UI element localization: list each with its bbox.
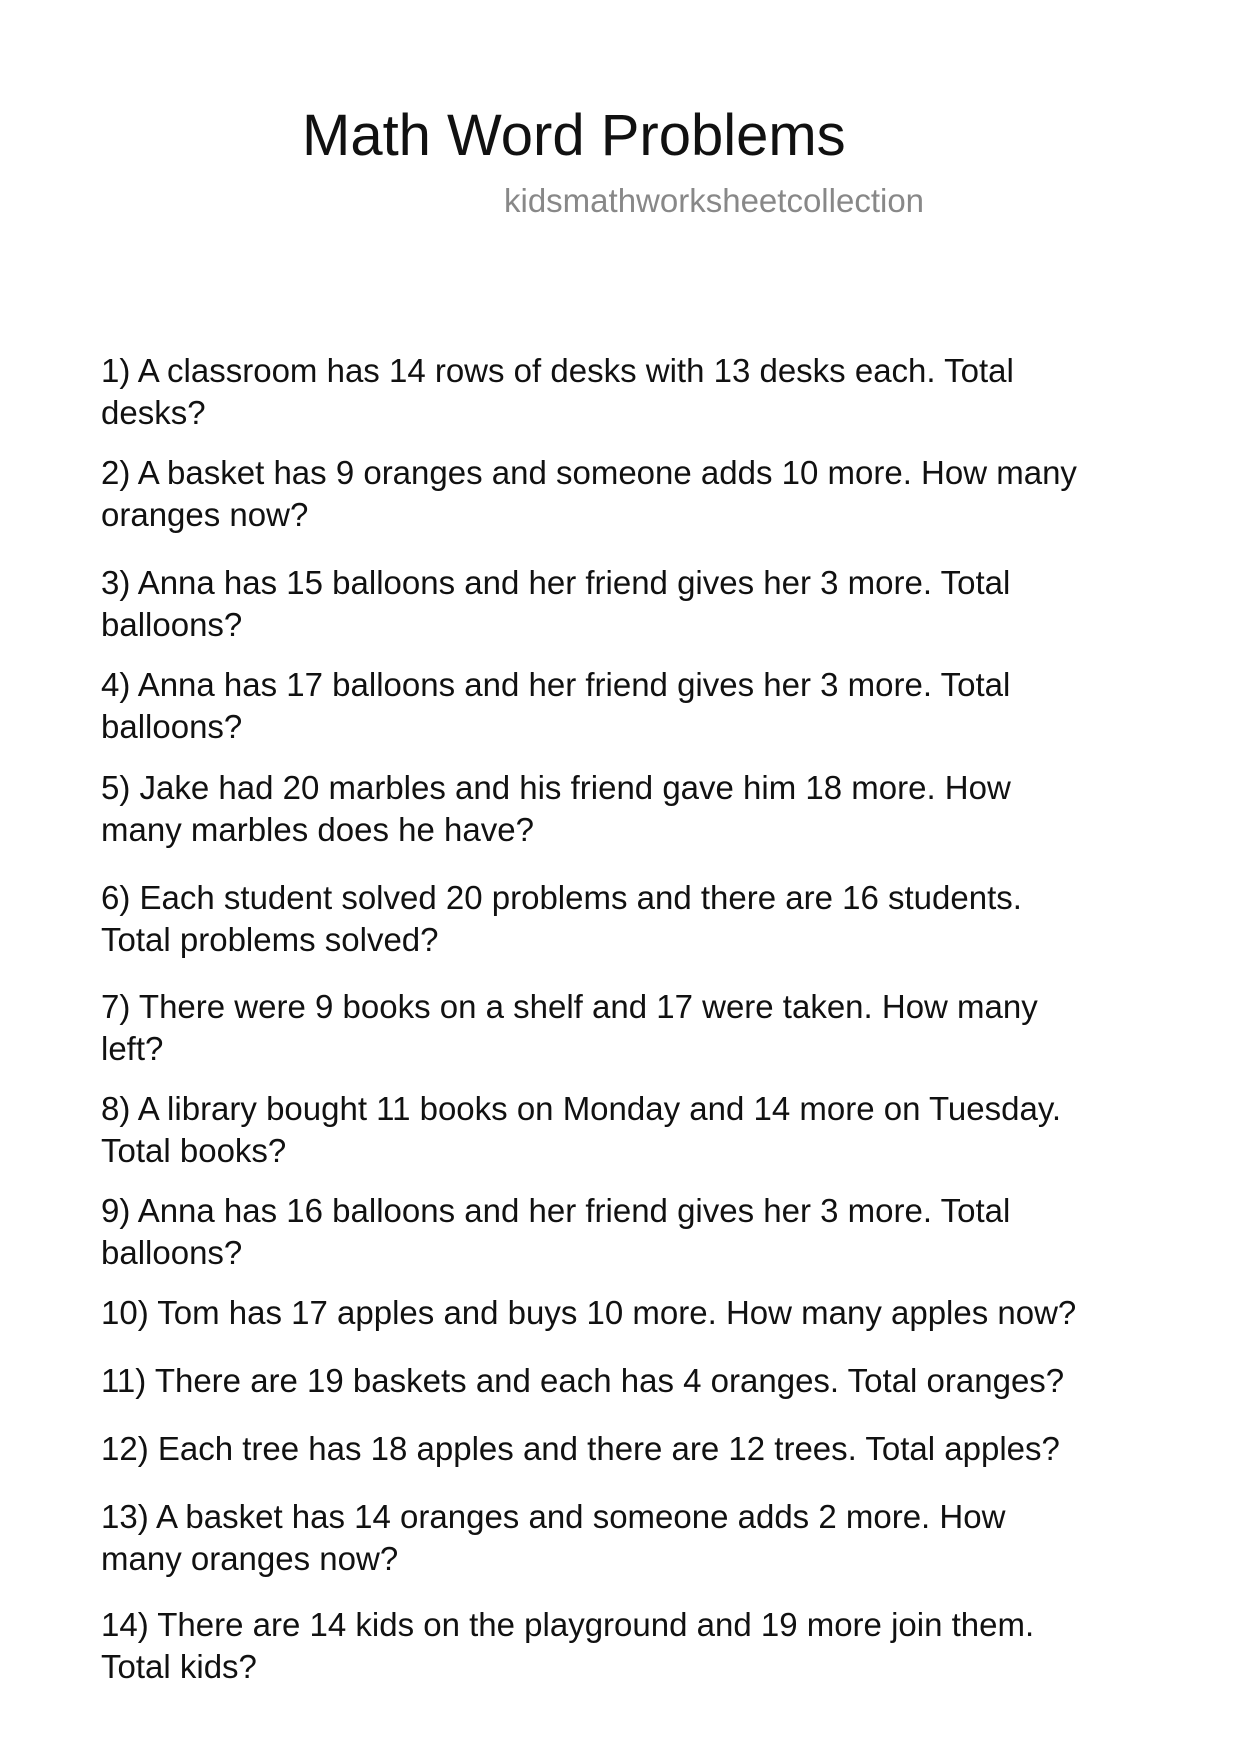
page-title: Math Word Problems: [302, 103, 846, 168]
problem-13: 13) A basket has 14 oranges and someone adds 2 more. How many oranges now?: [101, 1498, 1006, 1577]
problem-6: 6) Each student solved 20 problems and there are 16 students. Total problems solved?: [101, 879, 1022, 958]
problem-11: 11) There are 19 baskets and each has 4 oranges. Total oranges?: [101, 1362, 1065, 1399]
problem-3: 3) Anna has 15 balloons and her friend gives her 3 more. Total balloons?: [101, 564, 1011, 643]
problem-4: 4) Anna has 17 balloons and her friend gives her 3 more. Total balloons?: [101, 666, 1011, 745]
problem-2: 2) A basket has 9 oranges and someone adds 10 more. How many oranges now?: [101, 454, 1077, 533]
problem-14: 14) There are 14 kids on the playground and 19 more join them. Total kids?: [101, 1606, 1035, 1685]
problem-8: 8) A library bought 11 books on Monday and 14 more on Tuesday. Total books?: [101, 1090, 1062, 1169]
problem-9: 9) Anna has 16 balloons and her friend gives her 3 more. Total balloons?: [101, 1192, 1011, 1271]
problem-7: 7) There were 9 books on a shelf and 17 were taken. How many left?: [101, 988, 1038, 1067]
problem-10: 10) Tom has 17 apples and buys 10 more. How many apples now?: [101, 1294, 1077, 1331]
problem-12: 12) Each tree has 18 apples and there are 12 trees. Total apples?: [101, 1430, 1060, 1467]
problem-5: 5) Jake had 20 marbles and his friend gave him 18 more. How many marbles does he have?: [101, 769, 1011, 848]
problem-1: 1) A classroom has 14 rows of desks with 13 desks each. Total desks?: [101, 352, 1014, 431]
source-subtitle: kidsmathworksheetcollection: [504, 182, 925, 219]
